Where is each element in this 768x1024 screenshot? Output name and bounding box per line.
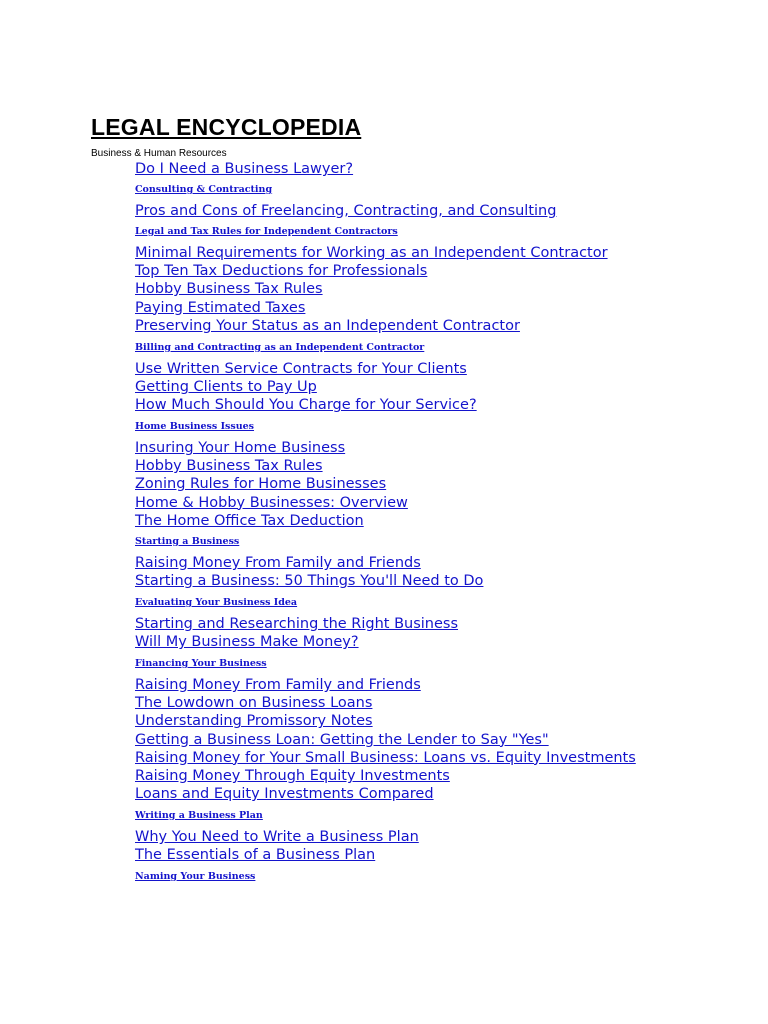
article-link[interactable]: Pros and Cons of Freelancing, Contracting, and Consulting <box>135 203 557 219</box>
article-link[interactable]: Minimal Requirements for Working as an Independent Contractor <box>135 245 608 261</box>
section-heading[interactable]: Consulting & Contracting <box>135 184 273 195</box>
article-link[interactable]: Hobby Business Tax Rules <box>135 458 323 475</box>
section-heading[interactable]: Starting a Business <box>135 536 240 547</box>
page-subtitle: Business & Human Resources <box>91 148 227 159</box>
section-heading[interactable]: Billing and Contracting as an Independent Contractor <box>135 342 425 353</box>
section-heading[interactable]: Evaluating Your Business Idea <box>135 597 298 608</box>
article-link[interactable]: Raising Money Through Equity Investments <box>135 768 450 784</box>
section-heading[interactable]: Writing a Business Plan <box>135 810 263 821</box>
article-link[interactable]: The Lowdown on Business Loans <box>135 695 373 712</box>
article-link[interactable]: Home & Hobby Businesses: Overview <box>135 494 408 511</box>
article-link[interactable]: Starting and Researching the Right Business <box>135 616 459 632</box>
page-title: LEGAL ENCYCLOPEDIA <box>91 114 362 140</box>
article-link[interactable]: Preserving Your Status as an Independent Contractor <box>135 317 520 334</box>
article-link[interactable]: Zoning Rules for Home Businesses <box>135 476 387 493</box>
section-heading[interactable]: Financing Your Business <box>135 658 267 669</box>
article-link[interactable]: Raising Money for Your Small Business: Loans vs. Equity Investments <box>135 749 636 766</box>
article-link[interactable]: Will My Business Make Money? <box>135 634 359 651</box>
article-link[interactable]: Insuring Your Home Business <box>135 440 346 456</box>
section-heading[interactable]: Home Business Issues <box>135 421 255 432</box>
article-link[interactable]: How Much Should You Charge for Your Service? <box>135 397 477 414</box>
article-link[interactable]: The Home Office Tax Deduction <box>135 512 364 529</box>
article-link[interactable]: Understanding Promissory Notes <box>135 713 373 730</box>
article-link[interactable]: Getting a Business Loan: Getting the Lender to Say "Yes" <box>135 731 549 748</box>
article-link[interactable]: Loans and Equity Investments Compared <box>135 786 434 803</box>
article-link[interactable]: Getting Clients to Pay Up <box>135 379 317 396</box>
article-link[interactable]: The Essentials of a Business Plan <box>135 847 376 864</box>
section-heading[interactable]: Legal and Tax Rules for Independent Contractors <box>135 226 398 237</box>
article-link[interactable]: Hobby Business Tax Rules <box>135 281 323 298</box>
article-link[interactable]: Starting a Business: 50 Things You'll Need to Do <box>135 573 484 590</box>
article-link[interactable]: Paying Estimated Taxes <box>135 299 306 316</box>
article-link[interactable]: Why You Need to Write a Business Plan <box>135 829 419 845</box>
section-heading[interactable]: Naming Your Business <box>135 871 256 882</box>
article-link[interactable]: Raising Money From Family and Friends <box>135 555 421 571</box>
article-link[interactable]: Raising Money From Family and Friends <box>135 677 421 693</box>
article-link[interactable]: Top Ten Tax Deductions for Professionals <box>135 263 428 280</box>
article-link[interactable]: Use Written Service Contracts for Your Clients <box>135 361 467 377</box>
top-link[interactable]: Do I Need a Business Lawyer? <box>135 161 354 177</box>
